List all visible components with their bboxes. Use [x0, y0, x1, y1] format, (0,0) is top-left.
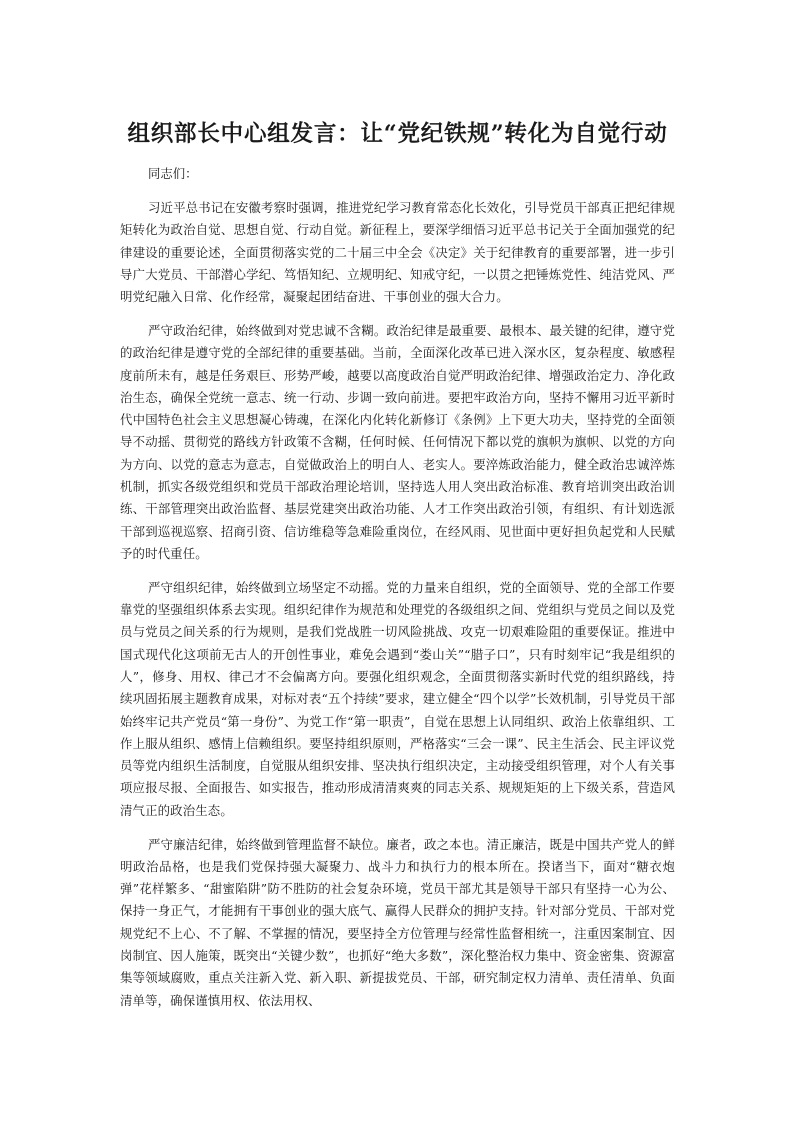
- paragraph-integrity-discipline: 严守廉洁纪律，始终做到管理监督不缺位。廉者，政之本也。清正廉洁，既是中国共产党人的鲜明政治品格，也是我们党保持强大凝聚力、战斗力和执行力的根本所在。揆诸当下，面对“糖衣炮弹”花样繁多、“甜蜜陷阱”防不胜防的社会复杂环境，党员干部尤其是领导干部只有坚持一心为公、保持一身正气，才能拥有干事创业的强大底气、赢得人民群众的拥护支持。针对部分党员、干部对党规党纪不上心、不了解、不掌握的情况，要坚持全方位管理与经常性监督相统一，注重因案制宜、因岗制宜、因人施策，既突出“关键少数”，也抓好“绝大多数”，深化整治权力集中、资金密集、资源富集等领域腐败，重点关注新入党、新入职、新提拔党员、干部，研究制定权力清单、责任清单、负面清单等，确保谨慎用权、依法用权、: [120, 836, 675, 1008]
- paragraph-organizational-discipline: 严守组织纪律，始终做到立场坚定不动摇。党的力量来自组织，党的全面领导、党的全部工作要靠党的坚强组织体系去实现。组织纪律作为规范和处理党的各级组织之间、党组织与党员之间以及党员与党员之间关系的行为规则，是我们党战胜一切风险挑战、攻克一切艰难险阻的重要保证。推进中国式现代化这项前无古人的开创性事业，难免会遇到“娄山关”“腊子口”，只有时刻牢记“我是组织的人”，修身、用权、律己才不会偏离方向。要强化组织观念，全面贯彻落实新时代党的组织路线，持续巩固拓展主题教育成果，对标对表“五个持续”要求，建立健全“四个以学”长效机制，引导党员干部始终牢记共产党员“第一身份”、为党工作“第一职责”，自觉在思想上认同组织、政治上依靠组织、工作上服从组织、感情上信赖组织。要坚持组织原则，严格落实“三会一课”、民主生活会、民主评议党员等党内组织生活制度，自觉服从组织安排、坚决执行组织决定，主动接受组织管理，对个人有关事项应报尽报、全面报告、如实报告，推动形成清清爽爽的同志关系、规规矩矩的上下级关系，营造风清气正的政治生态。: [120, 579, 675, 818]
- document-title: 组织部长中心组发言：让“党纪铁规”转化为自觉行动: [127, 121, 668, 147]
- paragraph-intro: 习近平总书记在安徽考察时强调，推进党纪学习教育常态化长效化，引导党员干部真正把纪律规矩转化为政治自觉、思想自觉、行动自觉。新征程上，要深学细悟习近平总书记关于全面加强党的纪律建设的重要论述，全面贯彻落实党的二十届三中全会《决定》关于纪律教育的重要部署，进一步引导广大党员、干部潜心学纪、笃悟知纪、立规明纪、知戒守纪，一以贯之把锤炼党性、纯洁党风、严明党纪融入日常、化作经常，凝聚起团结奋进、干事创业的强大合力。: [120, 200, 675, 305]
- salutation: 同志们：: [148, 166, 198, 181]
- paragraph-political-discipline: 严守政治纪律，始终做到对党忠诚不含糊。政治纪律是最重要、最根本、最关键的纪律，遵守党的政治纪律是遵守党的全部纪律的重要基础。当前，全面深化改革已进入深水区，复杂程度、敏感程度前所未有，越是任务艰巨、形势严峻，越要以高度政治自觉严明政治纪律、增强政治定力、净化政治生态，确保全党统一意志、统一行动、步调一致向前进。要把牢政治方向，坚持不懈用习近平新时代中国特色社会主义思想凝心铸魂，在深化内化转化新修订《条例》上下更大功夫，坚持党的全面领导不动摇、贯彻党的路线方针政策不含糊，任何时候、任何情况下都以党的旗帜为旗帜、以党的方向为方向、以党的意志为意志，自觉做政治上的明白人、老实人。要淬炼政治能力，健全政治忠诚淬炼机制，抓实各级党组织和党员干部政治理论培训，坚持选人用人突出政治标准、教育培训突出政治训练、干部管理突出政治监督、基层党建突出政治功能、人才工作突出政治引领，有组织、有计划选派干部到巡视巡察、招商引资、信访维稳等急难险重岗位，在经风雨、见世面中更好担负起党和人民赋予的时代重任。: [120, 322, 675, 561]
